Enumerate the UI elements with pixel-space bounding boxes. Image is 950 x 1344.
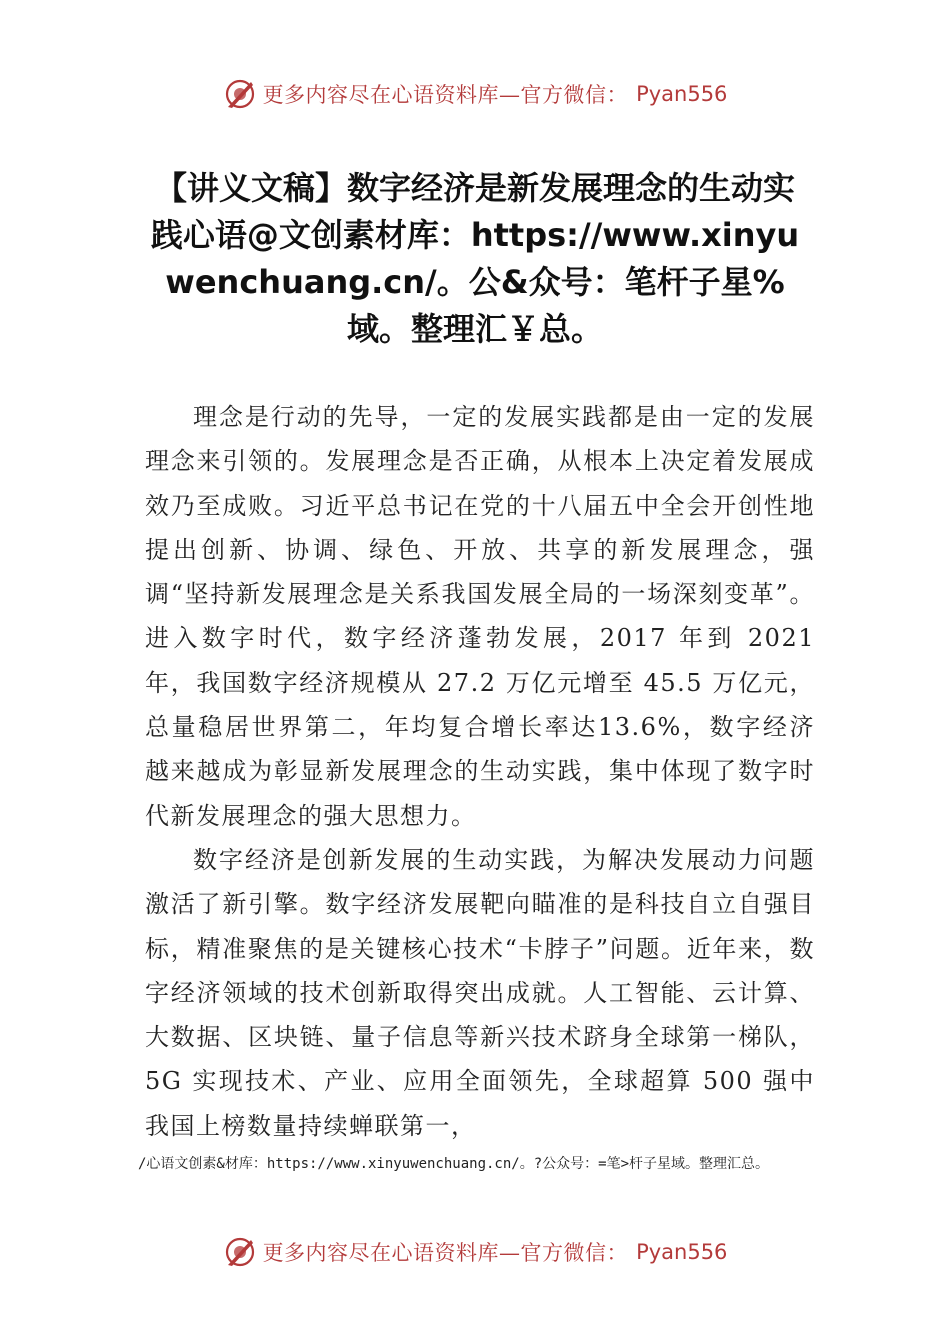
- document-title: 【讲义文稿】数字经济是新发展理念的生动实践心语@文创素材库：https://www.xinyuwenchuang.cn/。公&众号：笔杆子星%域。整理汇￥总。: [150, 169, 800, 348]
- quill-seal-icon: [223, 77, 257, 111]
- banner-text: 更多内容尽在心语资料库—官方微信：: [262, 83, 629, 107]
- document-body: [145, 395, 815, 1148]
- banner-text: 更多内容尽在心语资料库—官方微信：: [262, 1241, 629, 1265]
- footer-banner: [0, 1230, 950, 1274]
- paragraph: 理念是行动的先导，一定的发展实践都是由一定的发展理念来引领的。发展理念是否正确，从根本上决定着发展成效乃至成败。习近平总书记在党的十八届五中全会开创性地提出创新、协调、绿色、开放、共享的新发展理念，强调“坚持新发展理念是关系我国发展全局的一场深刻变革”。进入数字时代，数字经济蓬勃发展，2017 年到 2021 年，我国数字经济规模从 27.2 万亿元增至 45.5 万亿元，总量稳居世界第二，年均复合增长率达13.6%，数字经济越来越成为彰显新发展理念的生动实践，集中体现了数字时代新发展理念的强大思想力。: [145, 403, 815, 830]
- quill-seal-icon: [223, 1235, 257, 1269]
- wechat-id: Pyan556: [636, 1240, 728, 1264]
- wechat-id: Pyan556: [636, 82, 728, 106]
- header-banner: [0, 72, 950, 116]
- paragraph: 数字经济是创新发展的生动实践，为解决发展动力问题激活了新引擎。数字经济发展靶向瞄准的是科技自立自强目标，精准聚焦的是关键核心技术“卡脖子”问题。近年来，数字经济领域的技术创新取得突出成就。人工智能、云计算、大数据、区块链、量子信息等新兴技术跻身全球第一梯队，5G 实现技术、产业、应用全面领先，全球超算 500 强中我国上榜数量持续蝉联第一，: [145, 845, 815, 1140]
- footnote: /心语文创素&材库：https://www.xinyuwenchuang.cn/。?公众号：=笔>杆子星域。整理汇总。: [138, 1156, 770, 1172]
